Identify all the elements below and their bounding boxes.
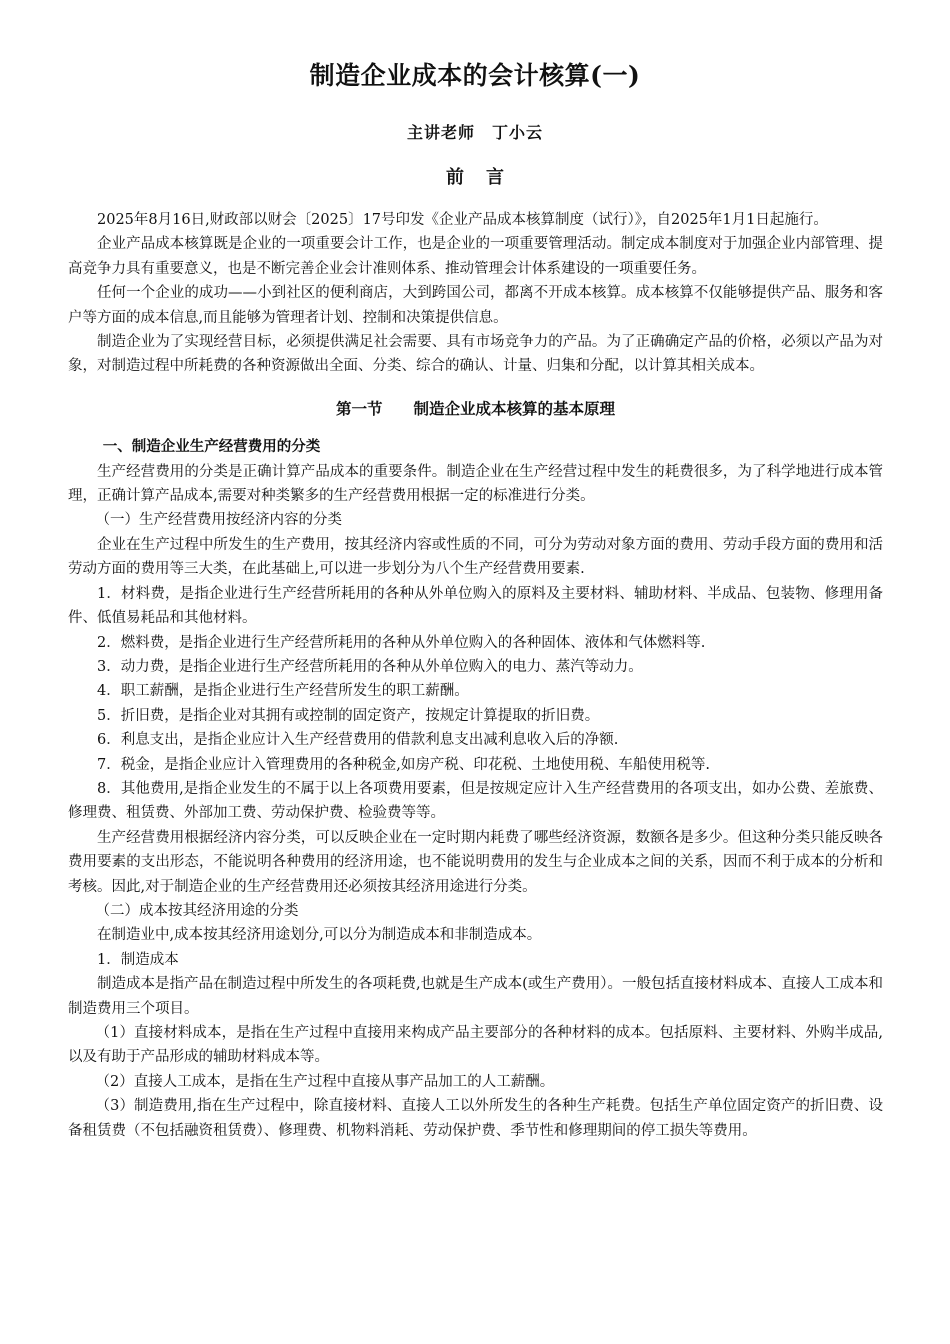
section-heading-1: 一、制造企业生产经营费用的分类 [102,439,321,456]
cost-item: （2）直接人工成本，是指在生产过程中直接从事产品加工的人工薪酬。 [95,1073,555,1090]
element-item: 5．折旧费，是指企业对其拥有或控制的固定资产，按规定计算提取的折旧费。 [97,707,600,724]
cost-item: （1）直接材料成本，是指在生产过程中直接用来构成产品主要部分的各种材料的成本。包括原料、主要材料、外购半成品,以及有助于产品形成的辅助材料成本等。 [68,1025,883,1066]
preface-paragraph: 制造企业为了实现经营目标，必须提供满足社会需要、具有市场竞争力的产品。为了正确确定产品的价格，必须以产品为对象，对制造过程中所耗费的各种资源做出全面、分类、综合的确认、计量、归集和分配，以计算其相关成本。 [68,334,883,375]
speaker-line: 主讲老师 丁小云 [406,123,543,142]
element-item: 8．其他费用,是指企业发生的不属于以上各项费用要素，但是按规定应计入生产经营费用的各项支出，如办公费、差旅费、修理费、租赁费、外部加工费、劳动保护费、检验费等等。 [68,780,883,822]
preface-paragraph: 企业产品成本核算既是企业的一项重要会计工作，也是企业的一项重要管理活动。制定成本制度对于加强企业内部管理、提高竞争力具有重要意义，也是不断完善企业会计准则体系、推动管理会计体系建设的一项重要任务。 [68,236,883,277]
section-intro: 生产经营费用的分类是正确计算产品成本的重要条件。制造企业在生产经营过程中发生的耗费很多，为了科学地进行成本管理，正确计算产品成本,需要对种类繁多的生产经营费用根据一定的标准进行分类。 [68,463,883,505]
document-title: 制造企业成本的会计核算(一) [309,61,641,90]
element-item: 4．职工薪酬，是指企业进行生产经营所发生的职工薪酬。 [97,683,469,700]
foreword-heading: 前言 [446,167,526,188]
subsection-heading: （一）生产经营费用按经济内容的分类 [95,512,343,529]
section-title: 第一节 制造企业成本核算的基本原理 [335,399,615,418]
subsection-summary: 生产经营费用根据经济内容分类，可以反映企业在一定时期内耗费了哪些经济资源，数额各是多少。但这种分类只能反映各费用要素的支出形态，不能说明各种费用的经济用途，也不能说明费用的发生与企业成本之间的关系，因而不利于成本的分析和考核。因此,对于制造企业的生产经营费用还必须按其经济用途进行分类。 [68,829,883,895]
subsection-intro: 在制造业中,成本按其经济用途划分,可以分为制造成本和非制造成本。 [97,927,542,944]
manufacturing-cost-heading: 1．制造成本 [97,951,179,968]
element-item: 2．燃料费，是指企业进行生产经营所耗用的各种从外单位购入的各种固体、液体和气体燃料等. [97,634,706,651]
preface-paragraph: 任何一个企业的成功——小到社区的便利商店，大到跨国公司，都离不开成本核算。成本核算不仅能够提供产品、服务和客户等方面的成本信息,而且能够为管理者计划、控制和决策提供信息。 [68,285,883,326]
element-item: 6．利息支出，是指企业应计入生产经营费用的借款利息支出减利息收入后的净额. [97,732,619,749]
manufacturing-cost-description: 制造成本是指产品在制造过程中所发生的各项耗费,也就是生产成本(或生产费用）。一般包括直接材料成本、直接人工成本和制造费用三个项目。 [68,976,884,1017]
element-item: 7．税金，是指企业应计入管理费用的各种税金,如房产税、印花税、土地使用税、车船使用税等. [97,756,710,773]
subsection-heading: （二）成本按其经济用途的分类 [95,902,299,919]
element-item: 3．动力费，是指企业进行生产经营所耗用的各种从外单位购入的电力、蒸汽等动力。 [97,658,643,675]
element-item: 1．材料费，是指企业进行生产经营所耗用的各种从外单位购入的原料及主要材料、辅助材料、半成品、包装物、修理用备件、低值易耗品和其他材料。 [68,585,883,627]
document-body [68,208,883,1143]
subsection-intro: 企业在生产过程中所发生的生产费用，按其经济内容或性质的不同，可分为劳动对象方面的费用、劳动手段方面的费用和活劳动方面的费用等三大类，在此基础上,可以进一步划分为八个生产经营费用要素. [68,536,883,578]
cost-item: （3）制造费用,指在生产过程中，除直接材料、直接人工以外所发生的各种生产耗费。包括生产单位固定资产的折旧费、设备租赁费（不包括融资租赁费）、修理费、机物料消耗、劳动保护费、季节性和修理期间的停工损失等费用。 [68,1098,883,1139]
preface-paragraph: 2025年8月16日,财政部以财会〔2025〕17号印发《企业产品成本核算制度（试行）》，自2025年1月1日起施行。 [97,212,828,228]
